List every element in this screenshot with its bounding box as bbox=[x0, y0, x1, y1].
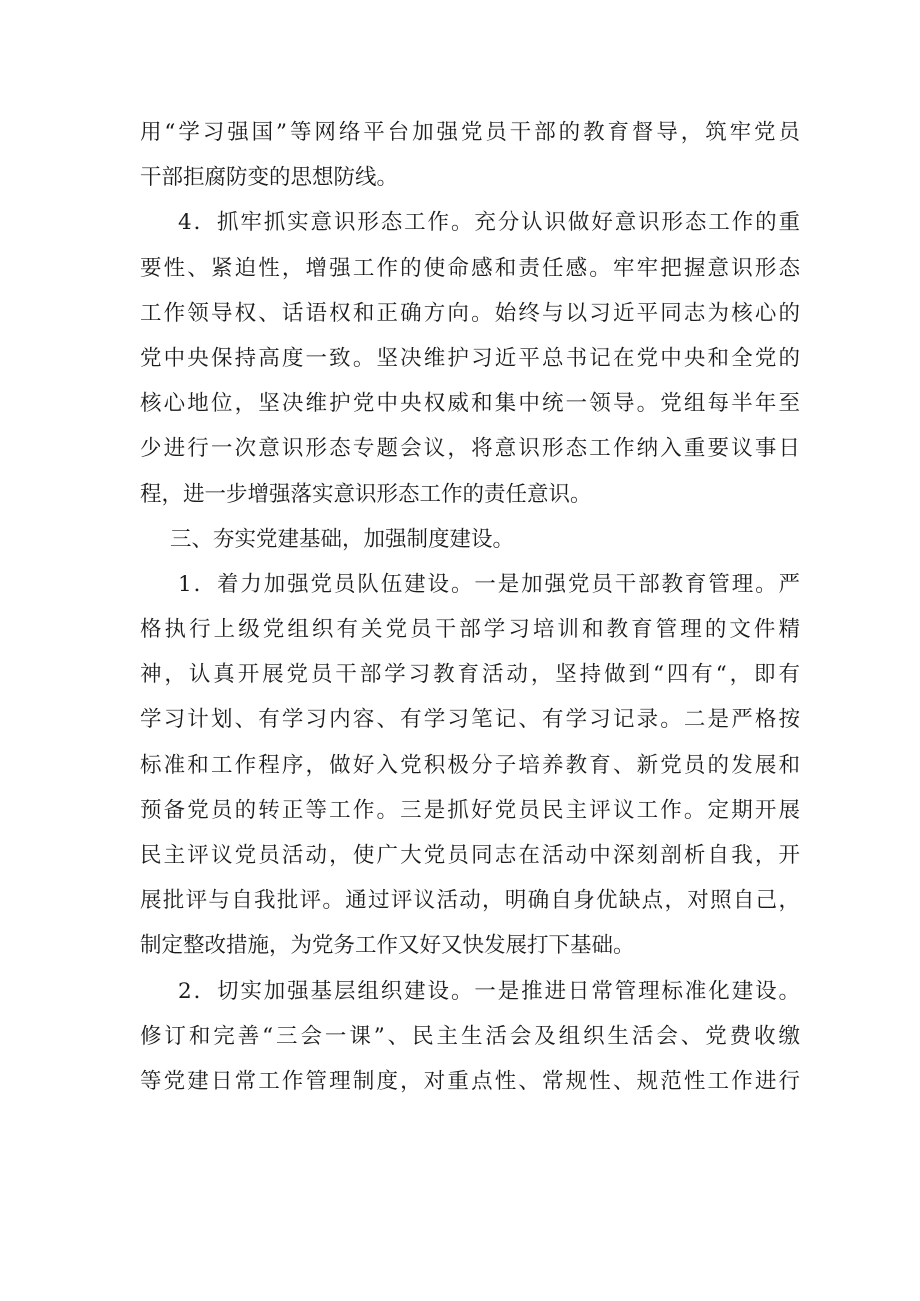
section-heading bbox=[140, 517, 800, 562]
paragraph-continuation bbox=[140, 110, 800, 200]
text-line: 4．抓牢抓实意识形态工作。充分认识做好意识形态工作的重 bbox=[178, 210, 800, 236]
text-line: 党中央保持高度一致。坚决维护习近平总书记在党中央和全党的 bbox=[140, 345, 800, 371]
text-line: 预备党员的转正等工作。三是抓好党员民主评议工作。定期开展 bbox=[140, 797, 800, 823]
text-line: 用“学习强国”等网络平台加强党员干部的教育督导，筑牢党员 bbox=[140, 120, 800, 145]
text-line: 干部拒腐防变的思想防线。 bbox=[140, 165, 399, 191]
text-line: 制定整改措施，为党务工作又好又快发展打下基础。 bbox=[140, 933, 635, 959]
text-line: 核心地位，坚决维护党中央权威和集中统一领导。党组每半年至 bbox=[140, 391, 800, 417]
text-line: 程，进一步增强落实意识形态工作的责任意识。 bbox=[140, 481, 592, 507]
text-line: 展批评与自我批评。通过评议活动，明确自身优缺点，对照自己， bbox=[140, 888, 800, 914]
text-line: 修订和完善“三会一课”、民主生活会及组织生活会、党费收缴 bbox=[140, 1023, 800, 1049]
text-line: 格执行上级党组织有关党员干部学习培训和教育管理的文件精 bbox=[140, 617, 800, 643]
paragraph-grassroots bbox=[140, 969, 800, 1105]
paragraph-party-team bbox=[140, 562, 800, 969]
paragraph-ideology-work bbox=[140, 200, 800, 516]
text-line: 神，认真开展党员干部学习教育活动，坚持做到“四有“，即有 bbox=[140, 662, 800, 688]
text-line: 等党建日常工作管理制度，对重点性、常规性、规范性工作进行 bbox=[140, 1068, 800, 1094]
text-line: 标准和工作程序，做好入党积极分子培养教育、新党员的发展和 bbox=[140, 752, 800, 778]
text-line: 1．着力加强党员队伍建设。一是加强党员干部教育管理。严 bbox=[178, 571, 800, 597]
text-line: 2．切实加强基层组织建设。一是推进日常管理标准化建设。 bbox=[178, 978, 800, 1004]
text-line: 少进行一次意识形态专题会议，将意识形态工作纳入重要议事日 bbox=[140, 436, 800, 462]
text-line: 学习计划、有学习内容、有学习笔记、有学习记录。二是严格按 bbox=[140, 707, 800, 733]
text-line: 要性、紧迫性，增强工作的使命感和责任感。牢牢把握意识形态 bbox=[140, 255, 800, 281]
document-body bbox=[140, 110, 800, 1104]
text-line: 工作领导权、话语权和正确方向。始终与以习近平同志为核心的 bbox=[140, 300, 800, 326]
heading-line: 三、夯实党建基础，加强制度建设。 bbox=[170, 526, 515, 552]
text-line: 民主评议党员活动，使广大党员同志在活动中深刻剖析自我，开 bbox=[140, 843, 800, 868]
